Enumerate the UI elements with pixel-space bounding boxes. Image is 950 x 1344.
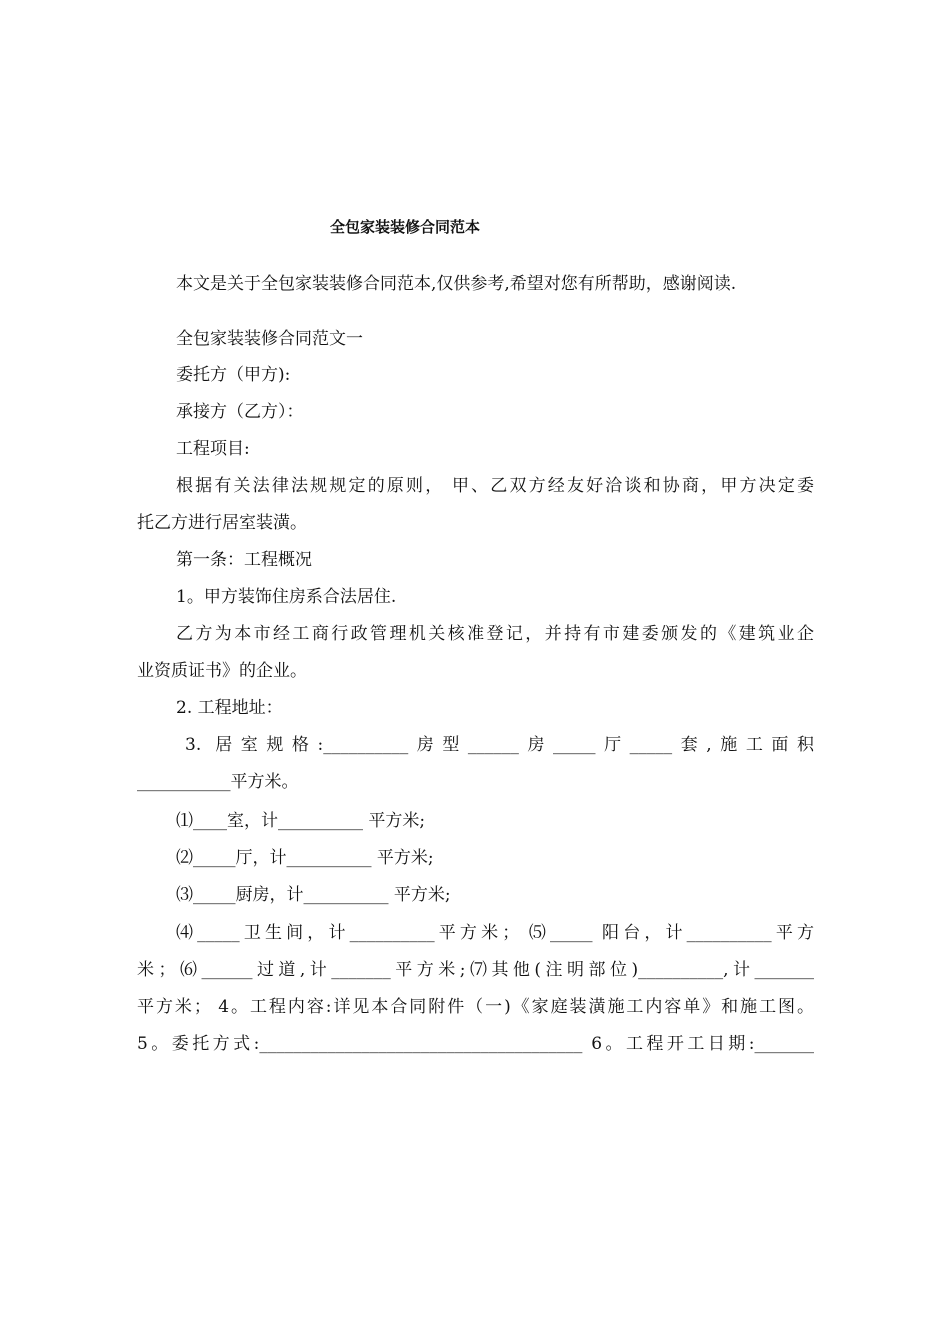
paragraph-line: 业资质证书》的企业。 [137,661,307,681]
document-title: 全包家装装修合同范本 [330,218,481,236]
address-field: 2. 工程地址： [176,698,283,718]
paragraph-line: 乙方为本市经工商行政管理机关核准登记，并持有市建委颁发的《建筑业企 [176,624,814,644]
clause-line: 1。甲方装饰住房系合法居住. [176,587,397,607]
room-item: ⑵_____厅，计__________ 平方米; [176,848,434,868]
room-item: ⑷_____卫生间，计__________平方米； ⑸_____ 阳台，计__________平方 [176,923,814,943]
section-heading: 全包家装装修合同范文一 [176,329,363,349]
room-item: ⑶_____厨房，计__________ 平方米; [176,885,451,905]
clause-line: 平方米； 4。工程内容:详见本合同附件（一)《家庭装潢施工内容单》和施工图。 [137,997,814,1017]
room-spec-line: ___________平方米。 [137,772,299,792]
paragraph-line: 托乙方进行居室装潢。 [137,513,307,533]
room-item: 米；⑹______过道,计_______平方米;⑺其他(注明部位)__________,计_______ [137,960,814,980]
article-heading: 第一条：工程概况 [176,550,312,570]
party-b-field: 承接方（乙方）： [176,402,304,422]
party-a-field: 委托方（甲方): [176,365,291,385]
paragraph-line: 根据有关法律法规规定的原则， 甲、乙双方经友好洽谈和协商，甲方决定委 [176,476,814,496]
room-spec-line: 3. 居室规格:__________房型______房_____厅_____套,施工面积 [185,735,814,755]
project-field: 工程项目: [176,439,250,459]
room-item: ⑴____室，计__________ 平方米; [176,811,426,831]
intro-text: 本文是关于全包家装装修合同范本,仅供参考,希望对您有所帮助，感谢阅读. [176,274,737,294]
clause-line: 5。委托方式:______________________________________ 6。工程开工日期:_______ [137,1034,814,1054]
